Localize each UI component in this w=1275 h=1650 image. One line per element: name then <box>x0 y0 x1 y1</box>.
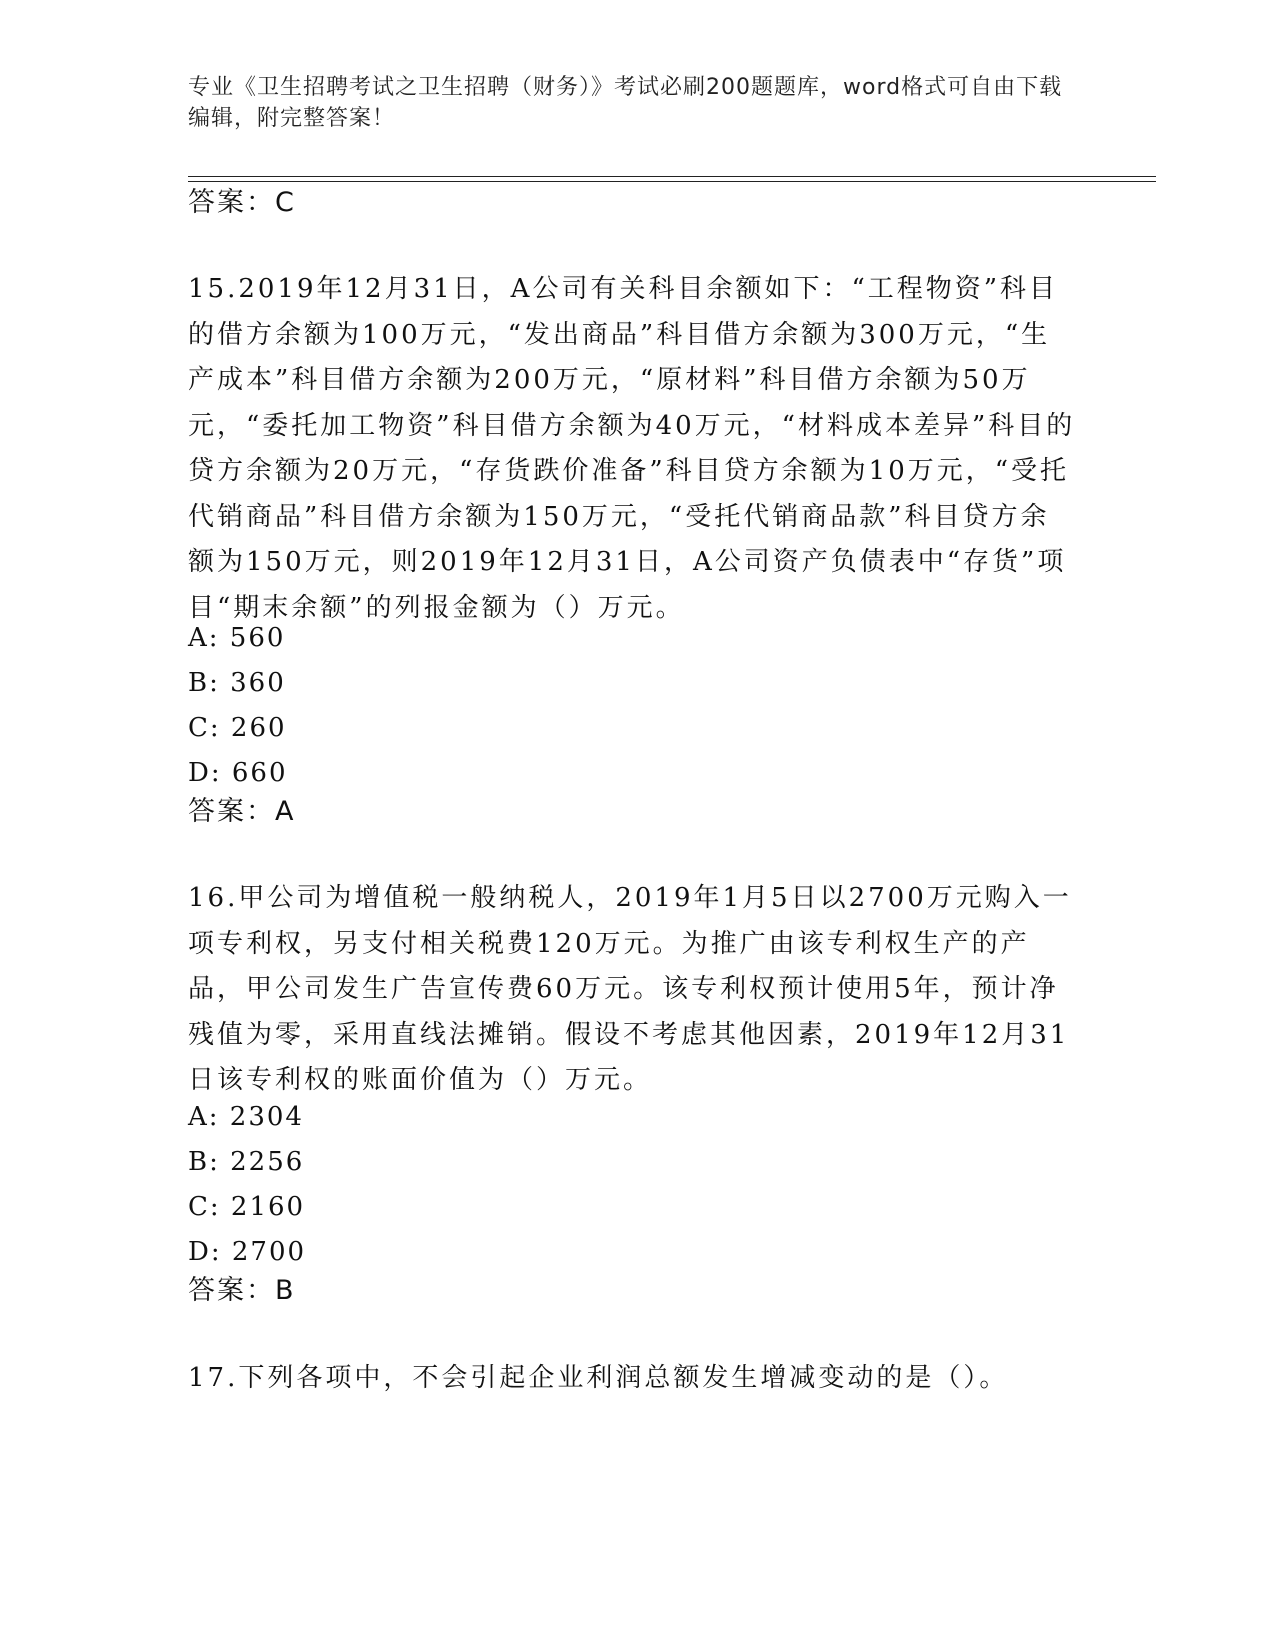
question-16-text: 16.甲公司为增值税一般纳税人，2019年1月5日以2700万元购入一项专利权，另支付相关税费120万元。为推广由该专利权生产的产品，甲公司发生广告宣传费60万元。该专利权预计使用5年，预计净残值为零，采用直线法摊销。假设不考虑其他因素，2019年12月31日该专利权的账面价值为（）万元。 <box>188 883 1072 1095</box>
question-16-option-b: B: 2256 <box>188 1147 305 1177</box>
question-15-option-c: C: 260 <box>188 713 287 743</box>
question-16-option-c: C: 2160 <box>188 1192 306 1222</box>
document-header: 专业《卫生招聘考试之卫生招聘（财务）》考试必刷200题题库，word格式可自由下载编辑，附完整答案！ <box>188 75 1063 131</box>
question-15-text: 15.2019年12月31日，A公司有关科目余额如下：“工程物资”科目的借方余额为100万元，“发出商品”科目借方余额为300万元，“生产成本”科目借方余额为200万元，“原材料”科目借方余额为50万元，“委托加工物资”科目借方余额为40万元，“材料成本差异”科目的贷方余额为20万元，“存货跌价准备”科目贷方余额为10万元，“受托代销商品”科目借方余额为150万元，“受托代销商品款”科目贷方余额为150万元，则2019年12月31日，A公司资产负债表中“存货”项目“期末余额”的列报金额为（）万元。 <box>188 274 1076 623</box>
header-divider-top <box>188 176 1156 177</box>
question-16-answer: 答案：B <box>188 1275 296 1306</box>
question-15-option-a: A: 560 <box>188 623 286 653</box>
question-16-option-a: A: 2304 <box>188 1102 304 1132</box>
question-16-option-d: D: 2700 <box>188 1237 307 1267</box>
question-16-options <box>188 1095 306 1275</box>
previous-answer: 答案：C <box>188 187 296 218</box>
question-15-option-b: B: 360 <box>188 668 286 698</box>
question-15-option-d: D: 660 <box>188 758 288 788</box>
question-15-options <box>188 616 288 796</box>
header-divider-bottom <box>188 181 1156 182</box>
question-17-text: 17.下列各项中，不会引起企业利润总额发生增减变动的是（）。 <box>188 1363 1009 1393</box>
question-15-answer: 答案：A <box>188 796 296 827</box>
